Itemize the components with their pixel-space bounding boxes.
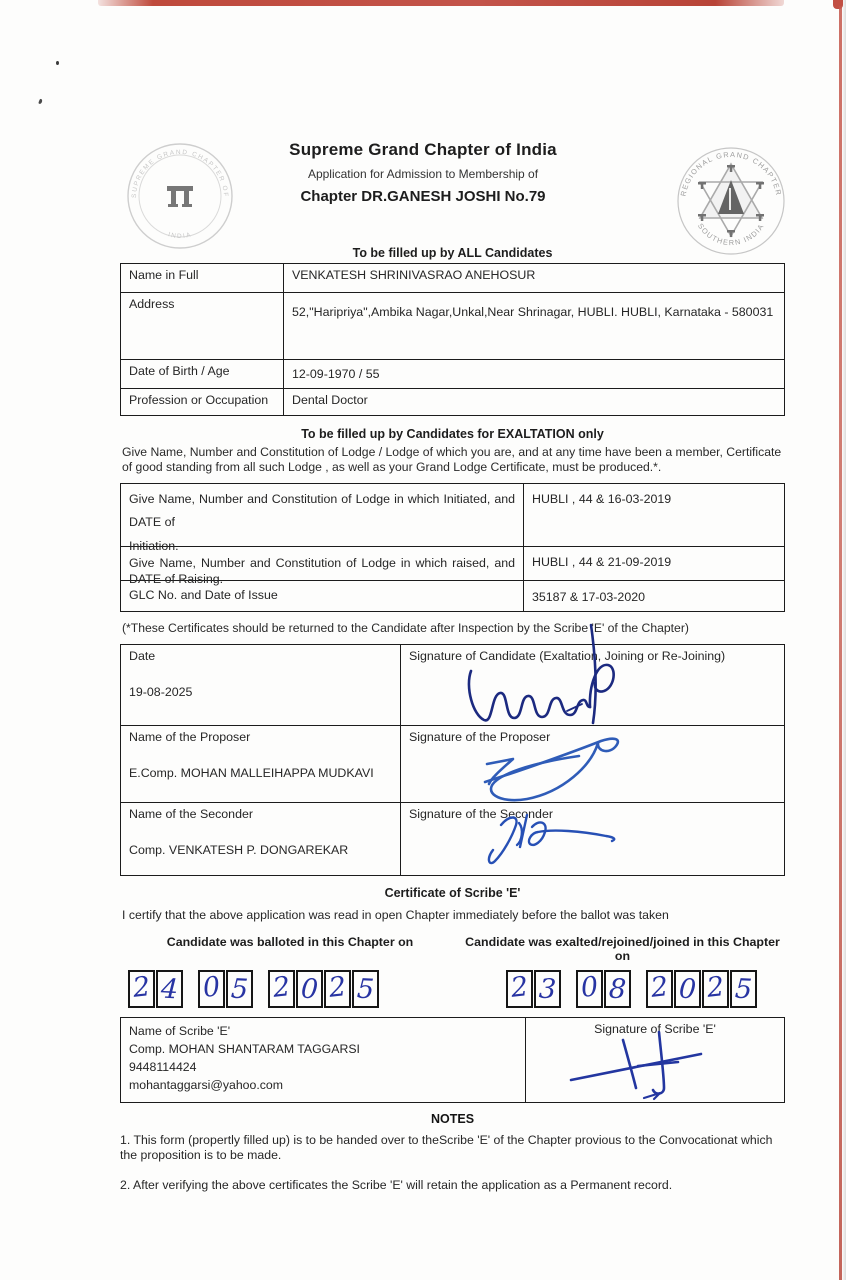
date-digit-box: [604, 970, 631, 1008]
scribe-name-label: Name of Scribe 'E': [129, 1023, 231, 1038]
date-digit-box: [324, 970, 351, 1008]
handwritten-digit: 2: [509, 971, 530, 1004]
section-heading-all-candidates: To be filled up by ALL Candidates: [352, 246, 553, 260]
organization-title: Supreme Grand Chapter of India: [289, 140, 557, 159]
date-digit-box: [156, 970, 183, 1008]
seconder-signature-cell: [401, 803, 784, 875]
field-value-address: 52,"Haripriya",Ambika Nagar,Unkal,Near Shrinagar, HUBLI. HUBLI, Karnataka - 580031: [292, 305, 774, 319]
handwritten-digit: 0: [201, 971, 222, 1004]
field-value-glc: 35187 & 17-03-2020: [532, 589, 645, 604]
svg-text:SUPREME GRAND CHAPTER OF: SUPREME GRAND CHAPTER OF: [130, 148, 230, 199]
date-digit-box: [576, 970, 603, 1008]
handwritten-digit: 4: [160, 973, 179, 1006]
scribe-email: mohantaggarsi@yahoo.com: [129, 1077, 283, 1092]
scribe-details-table: [120, 1017, 785, 1103]
label-line: Initiation.: [129, 538, 179, 553]
certificates-return-note: (*These Certificates should be returned to the Candidate after Inspection by the Scribe 'E' of the Chapter): [122, 620, 689, 635]
field-value-initiation: HUBLI , 44 & 16-03-2019: [532, 491, 672, 506]
svg-text:REGIONAL GRAND CHAPTER: REGIONAL GRAND CHAPTER: [678, 149, 784, 198]
date-digit-box: [702, 970, 729, 1008]
balloted-date-boxes: [128, 970, 380, 1008]
notes-heading: NOTES: [430, 1111, 475, 1126]
table-row: [121, 1018, 784, 1102]
field-label-raising: Give Name, Number and Constitution of Lodge in which raised, and DATE of Raising.: [121, 547, 524, 580]
scribe-info-cell: [121, 1018, 526, 1102]
field-value-profession: Dental Doctor: [292, 393, 368, 407]
handwritten-digit: 0: [300, 973, 319, 1006]
seconder-label: Name of the Seconder: [129, 806, 253, 821]
balloted-date-label: Candidate was balloted in this Chapter on: [166, 934, 414, 949]
form-header: [0, 0, 846, 248]
handwritten-digit: 2: [131, 971, 152, 1004]
regional-grand-chapter-seal-icon: [674, 144, 788, 258]
proposer-signature-cell: [401, 726, 784, 802]
handwritten-digit: 2: [271, 971, 292, 1004]
table-row: [121, 264, 784, 292]
table-row: [121, 802, 784, 875]
proposer-label: Name of the Proposer: [129, 729, 251, 744]
exaltation-instructions: Give Name, Number and Constitution of Lodge / Lodge of which you are, and at any time have been a member, Certificate of good standing from all such Lodge , as well as your Grand Lodge Certificate, must be produced.*.: [122, 445, 782, 475]
table-row: [121, 292, 784, 359]
table-row: [121, 359, 784, 388]
scribe-certificate-heading: Certificate of Scribe 'E': [384, 885, 521, 900]
scribe-signature-label: Signature of Scribe 'E': [594, 1021, 716, 1036]
lodge-details-table: [120, 483, 785, 612]
table-row: [121, 645, 784, 725]
date-digit-box: [730, 970, 757, 1008]
date-value: 19-08-2025: [129, 684, 193, 699]
date-boxes-row: [120, 970, 785, 1008]
candidate-signature-cell: [401, 645, 784, 725]
supreme-grand-chapter-seal-icon: [124, 140, 236, 252]
candidate-details-table: [120, 263, 785, 416]
handwritten-digit: 2: [705, 971, 726, 1004]
date-cell: [121, 645, 401, 725]
svg-text:INDIA: INDIA: [167, 231, 193, 241]
date-label: Date: [129, 648, 156, 663]
seconder-signature-label: Signature of the Seconder: [409, 806, 553, 821]
date-digit-box: [674, 970, 701, 1008]
date-digit-box: [646, 970, 673, 1008]
field-label-address: Address: [121, 293, 284, 359]
field-label-name: Name in Full: [121, 264, 284, 292]
certify-statement: I certify that the above application was read in open Chapter immediately before the ballot was taken: [122, 907, 669, 922]
field-label-dob: Date of Birth / Age: [121, 360, 284, 388]
date-digit-box: [352, 970, 379, 1008]
scribe-signature-cell: [526, 1018, 784, 1102]
date-digit-box: [296, 970, 323, 1008]
form-subtitle: Application for Admission to Membership of: [307, 167, 539, 181]
date-digit-box: [198, 970, 225, 1008]
proposer-cell: [121, 726, 401, 802]
table-row: [121, 484, 784, 553]
table-row: [121, 580, 784, 611]
chapter-title: Chapter DR.GANESH JOSHI No.79: [300, 188, 546, 205]
date-digit-box: [506, 970, 533, 1008]
handwritten-digit: 2: [649, 971, 670, 1004]
field-label-profession: Profession or Occupation: [121, 389, 284, 415]
seconder-cell: [121, 803, 401, 875]
field-value-raising: HUBLI , 44 & 21-09-2019: [532, 554, 672, 569]
scribe-name: Comp. MOHAN SHANTARAM TAGGARSI: [129, 1041, 360, 1056]
date-digit-box: [268, 970, 295, 1008]
field-label-initiation: [121, 484, 524, 553]
star-of-david-icon: [700, 164, 762, 236]
date-digit-box: [534, 970, 561, 1008]
exalted-date-boxes: [506, 970, 758, 1008]
field-label-glc: GLC No. and Date of Issue: [121, 581, 524, 611]
exalted-date-label: Candidate was exalted/rejoined/joined in this Chapter on: [465, 934, 780, 963]
table-row: [121, 388, 784, 415]
handwritten-digit: 5: [356, 973, 375, 1006]
table-row: [121, 725, 784, 802]
section-heading-exaltation: To be filled up by Candidates for EXALTATION only: [301, 427, 604, 441]
note-2: 2. After verifying the above certificates the Scribe 'E' will retain the application as a Permanent record.: [120, 1178, 673, 1193]
signatures-table: [120, 644, 785, 876]
svg-text:SOUTHERN INDIA: SOUTHERN INDIA: [696, 221, 766, 248]
proposer-signature-label: Signature of the Proposer: [409, 729, 551, 744]
table-row: [121, 546, 784, 586]
date-digit-box: [128, 970, 155, 1008]
scribe-phone: 9448114424: [129, 1059, 197, 1074]
handwritten-digit: 8: [608, 973, 627, 1006]
note-1: 1. This form (propertly filled up) is to be handed over to theScribe 'E' of the Chapter provious to the Convocationat which the proposition is to be made.: [120, 1132, 773, 1163]
handwritten-digit: 3: [538, 973, 557, 1006]
field-value-name: VENKATESH SHRINIVASRAO ANEHOSUR: [292, 268, 536, 282]
date-digit-box: [226, 970, 253, 1008]
handwritten-digit: 2: [327, 971, 348, 1004]
proposer-name: E.Comp. MOHAN MALLEIHAPPA MUDKAVI: [129, 765, 374, 780]
handwritten-digit: 0: [579, 971, 600, 1004]
candidate-signature-label: Signature of Candidate (Exaltation, Joining or Re-Joining): [409, 648, 726, 663]
label-line: Give Name, Number and Constitution of Lodge in which Initiated, and DATE of: [129, 491, 515, 530]
handwritten-digit: 0: [678, 973, 697, 1006]
handwritten-digit: 5: [734, 973, 753, 1006]
seconder-name: Comp. VENKATESH P. DONGAREKAR: [129, 842, 349, 857]
handwritten-digit: 5: [230, 973, 249, 1006]
field-value-dob: 12-09-1970 / 55: [292, 367, 380, 381]
